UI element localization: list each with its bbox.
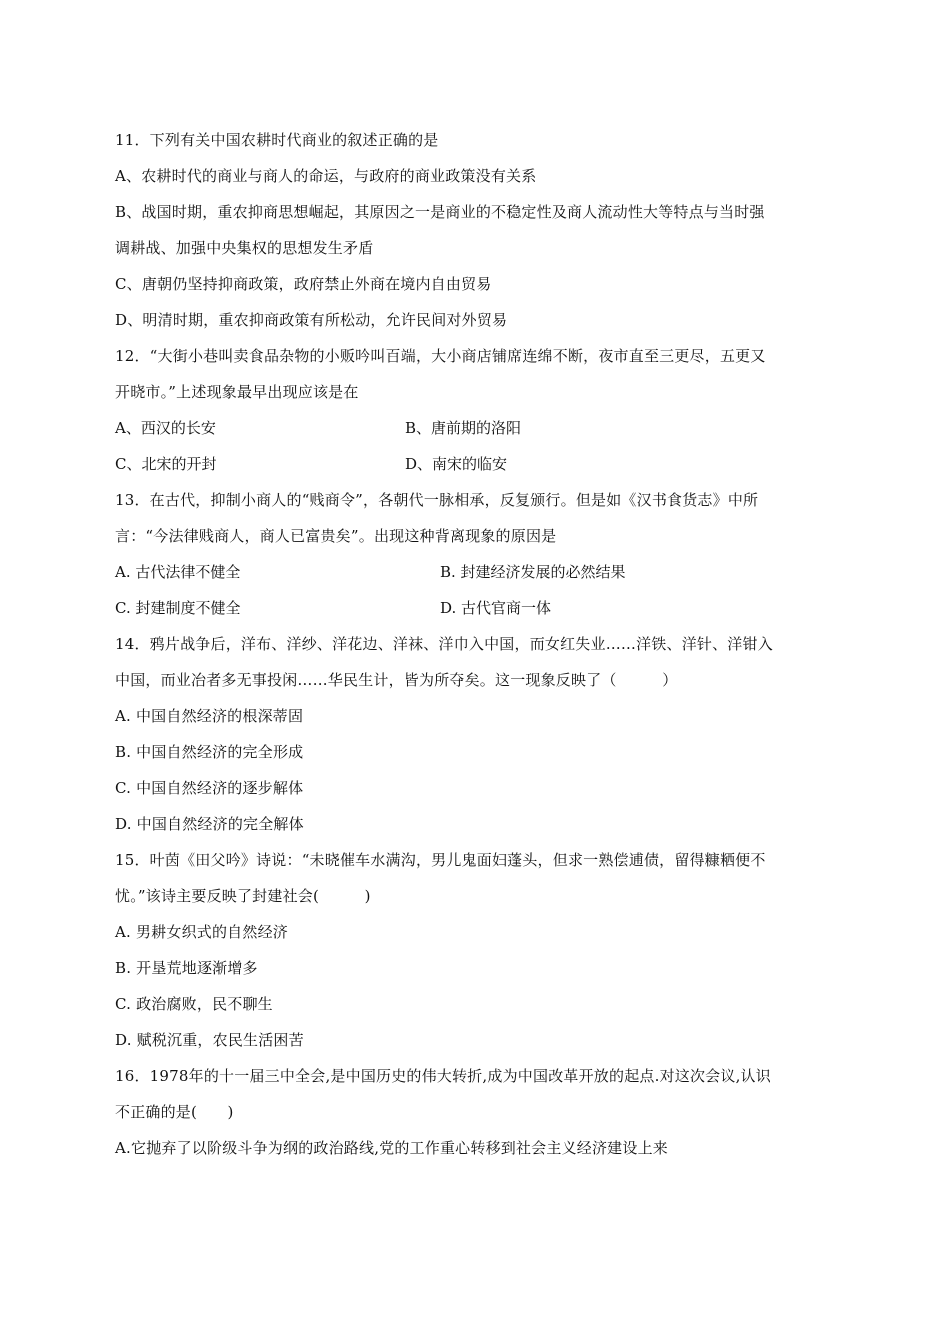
- question-12-option-b: B、唐前期的洛阳: [405, 419, 522, 437]
- question-11-option-a: A、农耕时代的商业与商人的命运，与政府的商业政策没有关系: [115, 167, 537, 185]
- question-15-option-d: D. 赋税沉重，农民生活困苦: [115, 1031, 304, 1049]
- question-12-option-a: A、西汉的长安: [115, 419, 216, 437]
- question-16-stem: 16．1978年的十一届三中全会,是中国历史的伟大转折,成为中国改革开放的起点.对这次会议,认识: [115, 1067, 771, 1085]
- question-15-option-c: C. 政治腐败，民不聊生: [115, 995, 273, 1013]
- question-14-option-d: D. 中国自然经济的完全解体: [115, 815, 304, 833]
- question-11-option-c: C、唐朝仍坚持抑商政策，政府禁止外商在境内自由贸易: [115, 275, 492, 293]
- question-13-stem: 13．在古代，抑制小商人的“贱商令”，各朝代一脉相承，反复颁行。但是如《汉书食货志》中所: [115, 491, 759, 509]
- question-15-stem: 15．叶茵《田父吟》诗说：“未晓催车水满沟，男儿鬼面妇蓬头，但求一熟偿逋债，留得糠粞便不: [115, 851, 766, 869]
- question-14-stem: 14．鸦片战争后，洋布、洋纱、洋花边、洋袜、洋巾入中国，而女红失业……洋铁、洋针、洋钳入: [115, 635, 773, 653]
- question-13-options-row-2: [115, 590, 840, 626]
- question-13-options-row-1: [115, 554, 840, 590]
- question-11-stem: 11．下列有关中国农耕时代商业的叙述正确的是: [115, 131, 439, 149]
- question-13-option-d: D. 古代官商一体: [440, 599, 552, 617]
- question-14-option-c: C. 中国自然经济的逐步解体: [115, 779, 304, 797]
- question-15-option-a: A. 男耕女织式的自然经济: [115, 923, 288, 941]
- question-14-stem-cont: 中国，而业冶者多无事投闲……华民生计，皆为所夺矣。这一现象反映了（ ）: [115, 671, 678, 689]
- question-11-option-b-cont: 调耕战、加强中央集权的思想发生矛盾: [115, 239, 374, 257]
- question-12-stem: 12．“大街小巷叫卖食品杂物的小贩吟叫百端，大小商店铺席连绵不断，夜市直至三更尽，五更又: [115, 347, 766, 365]
- question-12-option-d: D、南宋的临安: [405, 455, 508, 473]
- exam-page: [115, 122, 840, 1166]
- question-12-options-row-2: [115, 446, 840, 482]
- question-12-option-c: C、北宋的开封: [115, 455, 217, 473]
- question-12-stem-cont: 开晓市。”上述现象最早出现应该是在: [115, 383, 359, 401]
- question-13-stem-cont: 言：“今法律贱商人，商人已富贵矣”。出现这种背离现象的原因是: [115, 527, 557, 545]
- question-12-options-row-1: [115, 410, 840, 446]
- question-13-option-b: B. 封建经济发展的必然结果: [440, 563, 626, 581]
- question-13-option-a: A. 古代法律不健全: [115, 563, 241, 581]
- question-11-option-b: B、战国时期，重农抑商思想崛起，其原因之一是商业的不稳定性及商人流动性大等特点与当时强: [115, 203, 765, 221]
- question-15-option-b: B. 开垦荒地逐渐增多: [115, 959, 258, 977]
- question-14-option-a: A. 中国自然经济的根深蒂固: [115, 707, 304, 725]
- question-15-stem-cont: 忧。”该诗主要反映了封建社会( ): [115, 887, 371, 905]
- question-11-option-d: D、明清时期，重农抑商政策有所松动，允许民间对外贸易: [115, 311, 508, 329]
- question-14-option-b: B. 中国自然经济的完全形成: [115, 743, 304, 761]
- question-16-stem-cont: 不正确的是( ): [115, 1103, 234, 1121]
- question-16-option-a: A.它抛弃了以阶级斗争为纲的政治路线,党的工作重心转移到社会主义经济建设上来: [115, 1139, 668, 1157]
- question-13-option-c: C. 封建制度不健全: [115, 599, 241, 617]
